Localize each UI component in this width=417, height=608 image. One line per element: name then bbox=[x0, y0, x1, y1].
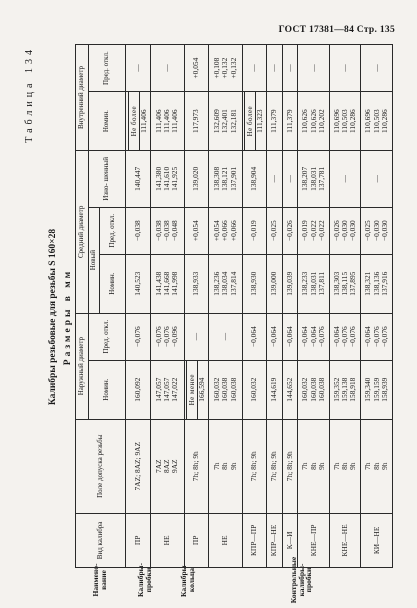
cell-kind: КНЕ—ПР bbox=[298, 513, 330, 567]
col-inner-dev: Пред. откл. bbox=[89, 45, 126, 92]
cell-middle-worn: — bbox=[361, 151, 393, 208]
table-title: Калибры резьбовые для резьбы S 160×28 bbox=[48, 228, 58, 406]
col-middle-new: Новый bbox=[89, 207, 100, 313]
cell-tolerance: 7h 8h 9h bbox=[361, 419, 393, 513]
cell-middle-worn: — bbox=[282, 151, 298, 208]
cell-inner-nominal: 110,626 110,626 110,202 bbox=[298, 92, 330, 151]
cell-inner-dev: — bbox=[361, 45, 393, 92]
cell-middle-worn: 140,447 bbox=[126, 151, 151, 208]
cell-kind: ПР bbox=[184, 513, 209, 567]
cell-middle-dev: −0,038 −0,038 −0,048 bbox=[150, 207, 184, 254]
cell-outer-nominal: 160,032 bbox=[243, 360, 267, 419]
cell-middle-nominal: 138,321 138,136 137,916 bbox=[361, 254, 393, 313]
cell-middle-dev: −0,025 bbox=[266, 207, 282, 254]
cell-inner-nominal: 111,379 bbox=[266, 92, 282, 151]
cell-middle-worn: 138,308 138,121 137,901 bbox=[209, 151, 243, 208]
cell-tolerance: 7h; 8h; 9h bbox=[184, 419, 209, 513]
col-inner: Внутренний диаметр bbox=[76, 45, 89, 151]
marker-not-less: Не менее bbox=[186, 361, 198, 419]
cell-outer-dev: −0,076 −0,076 −0,096 bbox=[150, 313, 184, 360]
cell-inner-nominal: 111,406 111,406 111,406 bbox=[150, 92, 184, 151]
cell-middle-worn: — bbox=[329, 151, 361, 208]
cell-tolerance: 7h; 8h; 9h bbox=[266, 419, 282, 513]
cell-outer-dev: −0,064 −0,064 −0,076 bbox=[298, 313, 330, 360]
table-row bbox=[361, 45, 393, 568]
cell-tolerance: 7AZ; 8AZ; 9AZ bbox=[126, 419, 151, 513]
cell-tolerance: 7h; 8h; 9h bbox=[243, 419, 267, 513]
section-label-name: Наимено- вание bbox=[91, 563, 108, 597]
section-labels bbox=[75, 556, 393, 604]
table-row bbox=[209, 45, 243, 568]
cell-middle-nominal: 138,933 bbox=[184, 254, 209, 313]
cell-outer-dev: −0,076 bbox=[126, 313, 151, 360]
cell-kind: КПР—НЕ bbox=[266, 513, 282, 567]
cell-kind: НЕ bbox=[150, 513, 184, 567]
cell-inner-dev: — bbox=[298, 45, 330, 92]
cell-outer-nominal: 160,032 160,038 160,038 bbox=[209, 360, 243, 419]
cell-inner-dev: — bbox=[282, 45, 298, 92]
cell-kind: КПР—ПР bbox=[243, 513, 267, 567]
cell-inner-dev: — bbox=[266, 45, 282, 92]
cell-outer-nominal: 160,092 bbox=[126, 360, 151, 419]
table-number: Таблица 134 bbox=[24, 46, 35, 143]
cell-middle-worn: 138,904 bbox=[243, 151, 267, 208]
cell-inner-dev: +0,108 +0,132 +0,132 bbox=[209, 45, 243, 92]
col-middle-nominal: Номин. bbox=[100, 254, 126, 313]
cell-outer-dev: −0,064 −0,076 −0,076 bbox=[329, 313, 361, 360]
table-subtitle: Размеры в мм bbox=[63, 268, 73, 366]
col-outer-nominal: Номин. bbox=[89, 360, 126, 419]
col-tolerance: Поле допуска резьбы bbox=[76, 419, 126, 513]
table-row bbox=[329, 45, 361, 568]
table-row bbox=[266, 45, 282, 568]
table-row bbox=[184, 45, 209, 568]
section-label-control: Контрольные калибры-пробки bbox=[288, 556, 314, 604]
cell-tolerance: 7AZ 8AZ 9AZ bbox=[150, 419, 184, 513]
cell-middle-dev: −0,026 bbox=[282, 207, 298, 254]
cell-outer-nominal: 147,057 147,057 147,022 bbox=[150, 360, 184, 419]
cell-middle-nominal: 138,233 138,031 137,811 bbox=[298, 254, 330, 313]
table-row bbox=[150, 45, 184, 568]
rotated-table-block bbox=[18, 42, 398, 604]
cell-tolerance: 7h 8h 9h bbox=[298, 419, 330, 513]
col-outer: Наружный диаметр bbox=[76, 313, 89, 419]
cell-middle-dev: −0,026 −0,030 −0,030 bbox=[329, 207, 361, 254]
cell-tolerance: 7h 8h 9h bbox=[329, 419, 361, 513]
cell-inner-dev: — bbox=[243, 45, 267, 92]
cell-kind: К—И bbox=[282, 513, 298, 567]
cell-middle-dev: +0,054 bbox=[184, 207, 209, 254]
marker-not-more: Не более bbox=[244, 92, 256, 150]
cell-inner-nominal: 110,696 110,503 110,286 bbox=[361, 92, 393, 151]
cell-middle-nominal: 140,523 bbox=[126, 254, 151, 313]
table-row bbox=[243, 45, 267, 568]
cell-inner-dev: — bbox=[329, 45, 361, 92]
cell-middle-dev: +0,054 +0,066 +0,066 bbox=[209, 207, 243, 254]
cell-middle-nominal: 138,930 bbox=[243, 254, 267, 313]
cell-outer-dev: — bbox=[209, 313, 243, 360]
cell-middle-nominal: 139,039 bbox=[282, 254, 298, 313]
cell-outer-nominal: Не менее 166,594 bbox=[184, 360, 209, 419]
table-body bbox=[126, 45, 393, 568]
cell-inner-dev: — bbox=[126, 45, 151, 92]
table-row bbox=[126, 45, 151, 568]
cell-kind: КИ—НЕ bbox=[361, 513, 393, 567]
cell-middle-worn: 138,207 138,031 137,781 bbox=[298, 151, 330, 208]
cell-outer-nominal: 144,652 bbox=[282, 360, 298, 419]
cell-middle-nominal: 139,000 bbox=[266, 254, 282, 313]
cell-middle-worn: 141,380 141,610 141,925 bbox=[150, 151, 184, 208]
col-inner-nominal: Номин. bbox=[89, 92, 126, 151]
cell-middle-nominal: 141,438 141,668 141,998 bbox=[150, 254, 184, 313]
cell-inner-nominal: Не более 111,406 bbox=[126, 92, 151, 151]
marker-not-more: Не более bbox=[128, 92, 140, 150]
cell-middle-worn: — bbox=[266, 151, 282, 208]
cell-middle-dev: −0,019 bbox=[243, 207, 267, 254]
cell-outer-dev: — bbox=[184, 313, 209, 360]
cell-kind: КНЕ—НЕ bbox=[329, 513, 361, 567]
cell-outer-dev: −0,064 bbox=[282, 313, 298, 360]
cell-middle-dev: −0,038 bbox=[126, 207, 151, 254]
cell-inner-nominal: 110,696 110,503 110,286 bbox=[329, 92, 361, 151]
cell-inner-dev: — bbox=[150, 45, 184, 92]
cell-outer-nominal: 159,340 159,159 158,939 bbox=[361, 360, 393, 419]
col-middle-worn: Изно- шенный bbox=[89, 151, 126, 208]
cell-outer-dev: −0,064 −0,076 −0,076 bbox=[361, 313, 393, 360]
col-middle: Средний диаметр bbox=[76, 151, 89, 314]
cell-tolerance: 7h; 8h; 9h bbox=[282, 419, 298, 513]
col-outer-dev: Пред. откл. bbox=[89, 313, 126, 360]
col-middle-dev: Пред. откл. bbox=[100, 207, 126, 254]
cell-kind: ПР bbox=[126, 513, 151, 567]
cell-outer-nominal: 160,032 160,038 160,038 bbox=[298, 360, 330, 419]
calibers-table bbox=[75, 44, 393, 568]
cell-inner-nominal: Не более 111,323 bbox=[243, 92, 267, 151]
cell-middle-dev: −0,025 −0,030 −0,030 bbox=[361, 207, 393, 254]
cell-kind: НЕ bbox=[209, 513, 243, 567]
cell-inner-dev: +0,054 bbox=[184, 45, 209, 92]
cell-outer-nominal: 159,352 159,138 158,918 bbox=[329, 360, 361, 419]
cell-middle-nominal: 138,303 138,115 137,895 bbox=[329, 254, 361, 313]
cell-inner-nominal: 117,973 bbox=[184, 92, 209, 151]
table-row bbox=[298, 45, 330, 568]
cell-tolerance: 7h 8h 9h bbox=[209, 419, 243, 513]
cell-outer-dev: −0,064 bbox=[243, 313, 267, 360]
table-row bbox=[282, 45, 298, 568]
section-label-plugs: Калибры- пробки bbox=[136, 563, 153, 597]
page-header: ГОСТ 17381—84 Стр. 135 bbox=[278, 25, 395, 35]
section-label-rings: Калибры- кольца bbox=[178, 563, 196, 597]
cell-middle-nominal: 138,236 138,034 137,814 bbox=[209, 254, 243, 313]
cell-outer-dev: −0,064 bbox=[266, 313, 282, 360]
col-kind: Вид калибра bbox=[76, 513, 126, 567]
cell-outer-nominal: 144,619 bbox=[266, 360, 282, 419]
cell-middle-dev: −0,019 −0,022 −0,022 bbox=[298, 207, 330, 254]
cell-middle-worn: 139,020 bbox=[184, 151, 209, 208]
cell-inner-nominal: 111,379 bbox=[282, 92, 298, 151]
cell-inner-nominal: 132,609 132,401 132,181 bbox=[209, 92, 243, 151]
